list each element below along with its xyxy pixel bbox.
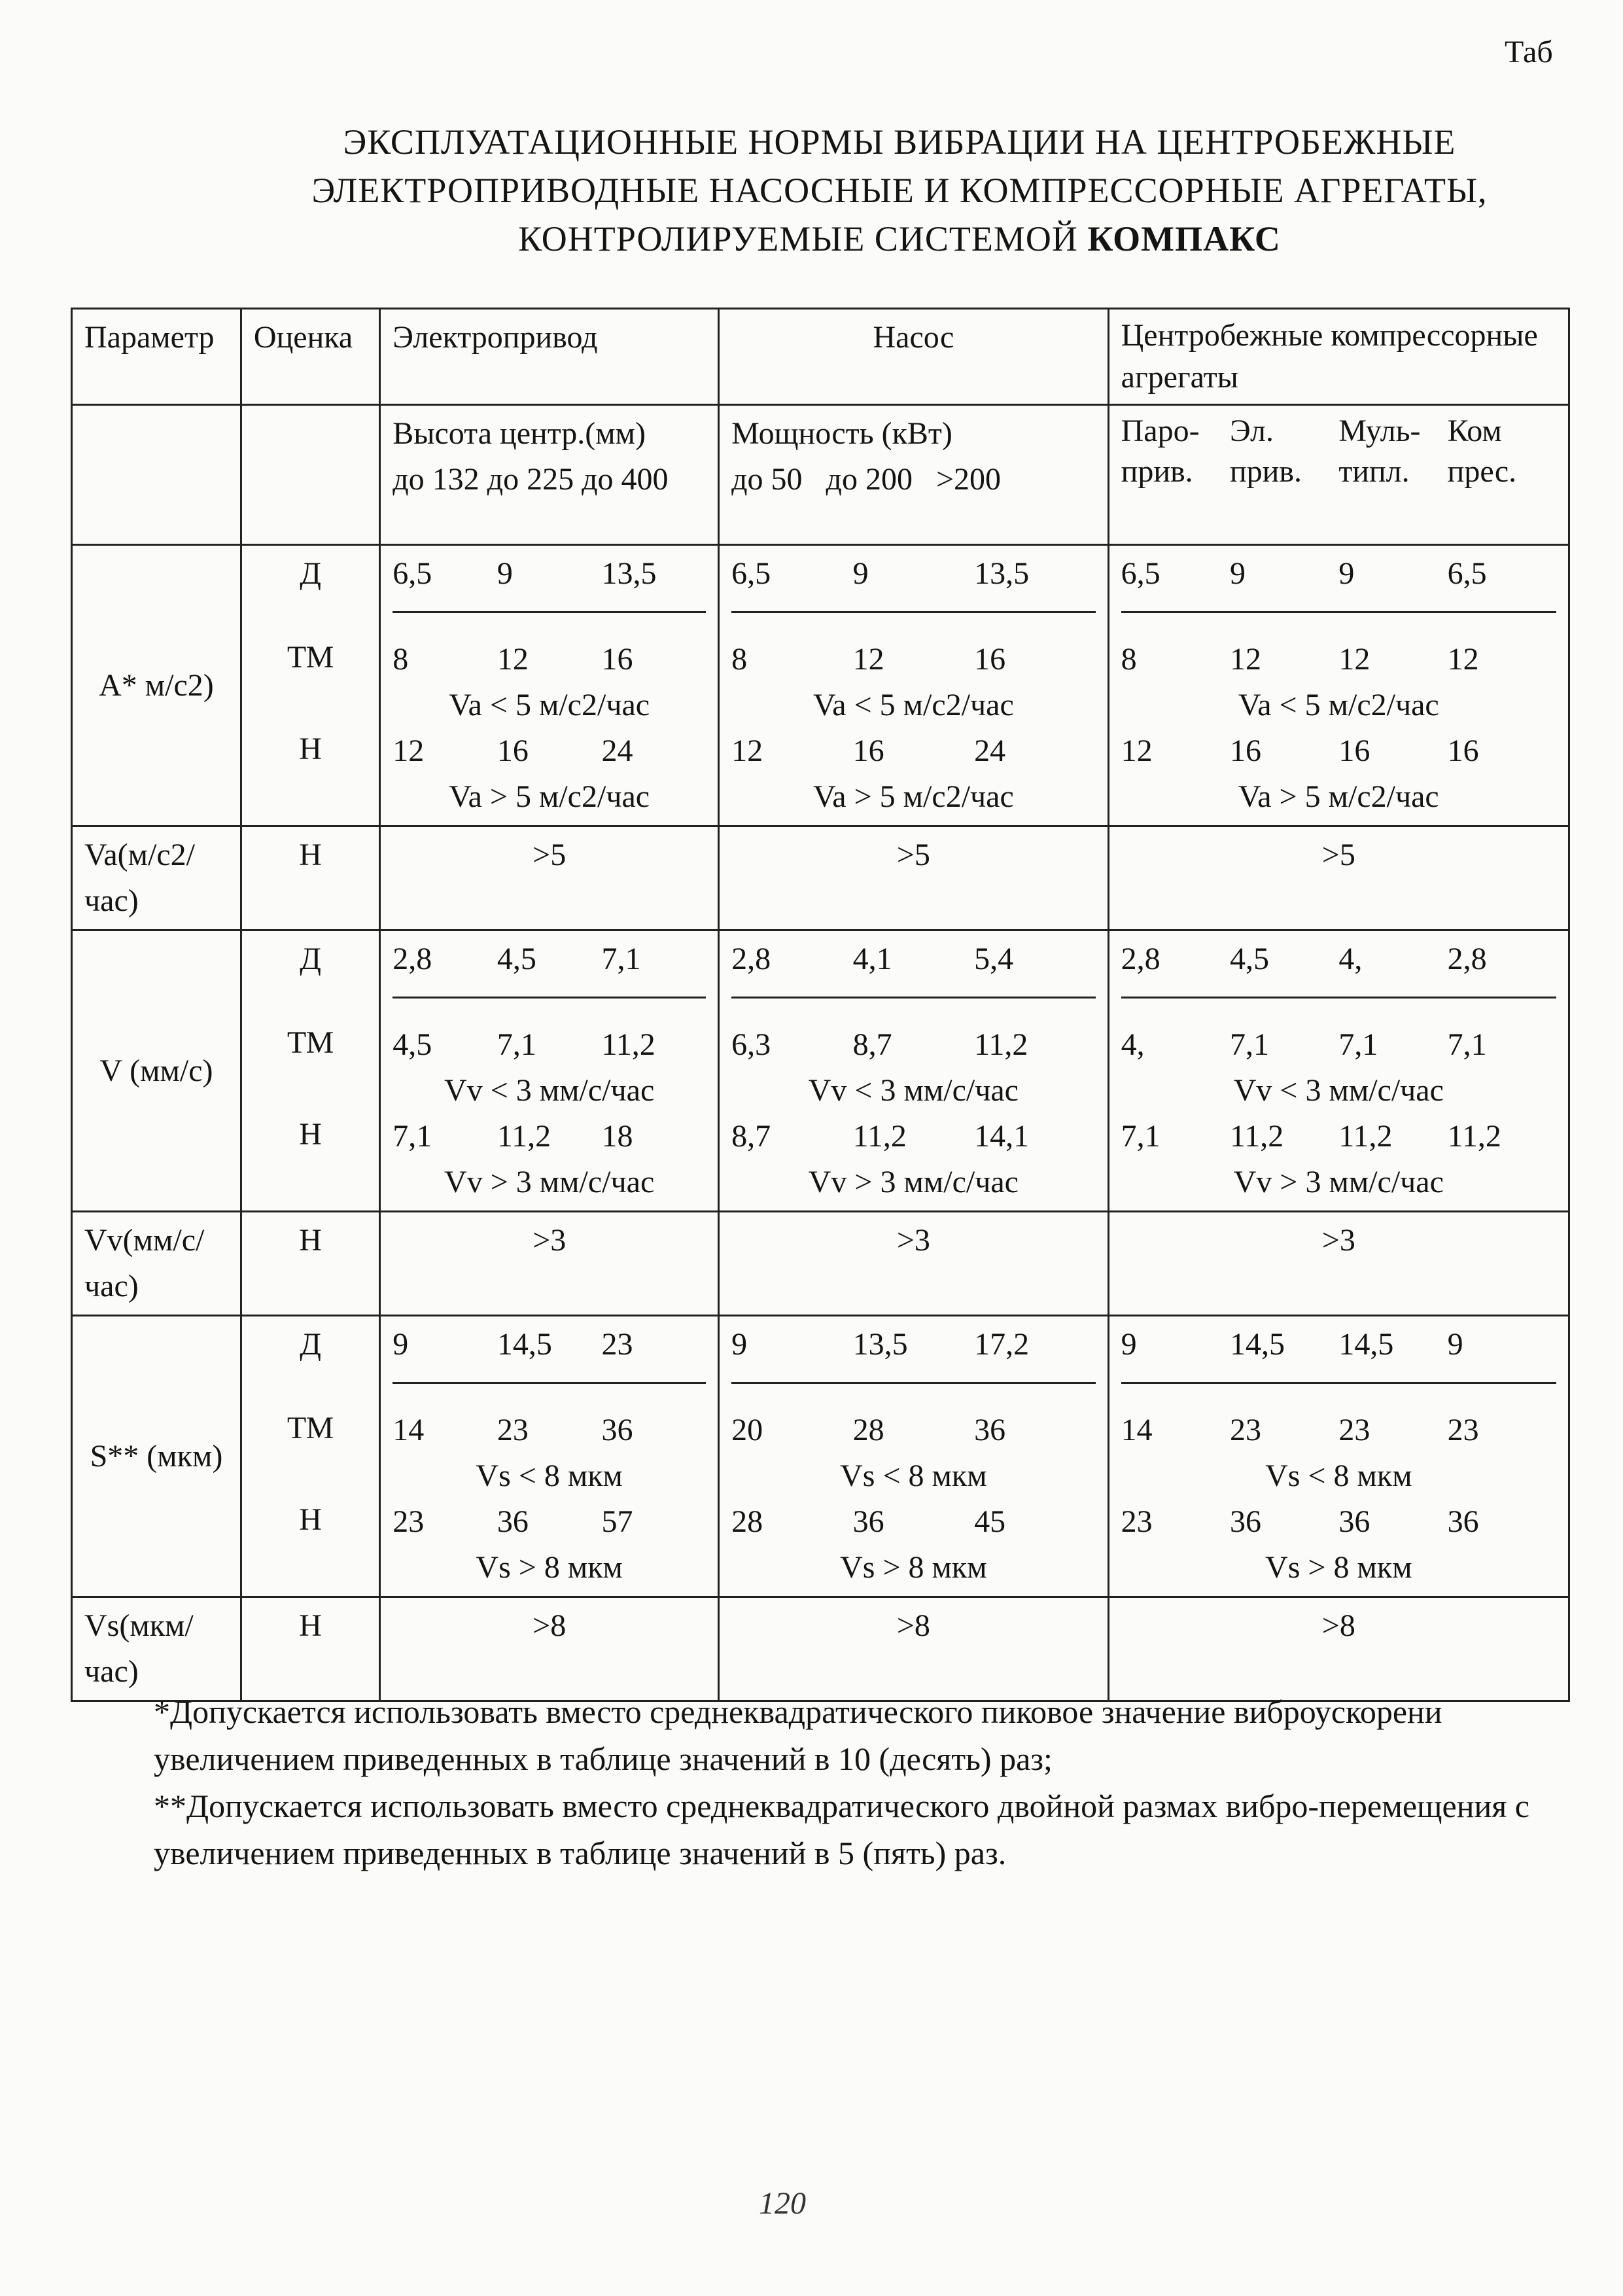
table-cell-value: 23	[393, 1504, 425, 1539]
table-cell-value: 16	[497, 733, 529, 768]
table-cell-value: 11,2	[852, 1119, 907, 1154]
pump-values	[731, 551, 1096, 597]
subheader-comp-col-4: Ком прес.	[1447, 414, 1517, 489]
rate-param: Va(м/с2/час)	[72, 826, 241, 930]
table-cell-value: 8,7	[852, 1027, 892, 1062]
rate-drive: >8	[380, 1597, 719, 1701]
table-cell-value: 6,5	[731, 556, 771, 591]
comp-values	[1121, 637, 1556, 682]
pump-values	[731, 936, 1096, 982]
table-cell-value: 16	[974, 642, 1006, 677]
table-subheader-row	[72, 405, 1569, 545]
spacer	[254, 680, 367, 726]
table-cell-value: 2,8	[1447, 942, 1487, 976]
comp-values	[1121, 728, 1556, 774]
table-cell-value: 4,5	[497, 942, 536, 976]
header-compressor: Центробежные компрессорные агрегаты	[1108, 309, 1569, 405]
subheader-comp-col-2: Эл. прив.	[1229, 414, 1302, 489]
spacer	[254, 1066, 367, 1112]
drive-rate-note: Vv > 3 мм/с/час	[444, 1165, 655, 1199]
table-cell-value: 7,1	[601, 942, 641, 976]
corner-label: Таб	[1505, 35, 1553, 69]
rate-pump: >5	[719, 826, 1109, 930]
drive-values	[393, 1407, 706, 1453]
table-cell-value: 8,7	[731, 1119, 771, 1154]
rate-eval: Н	[241, 1212, 379, 1316]
divider	[393, 997, 706, 998]
table-group-row	[72, 545, 1569, 826]
table-group-row	[72, 930, 1569, 1212]
pump-cell	[719, 930, 1109, 1212]
divider	[731, 997, 1096, 998]
drive-values	[393, 936, 706, 982]
compressor-cell	[1108, 930, 1569, 1212]
subheader-pump	[719, 405, 1109, 545]
header-eval: Оценка	[241, 309, 379, 405]
table-cell-value: 36	[1229, 1504, 1261, 1539]
table-cell-value: 23	[1447, 1413, 1479, 1447]
comp-values	[1121, 551, 1556, 597]
comp-values	[1121, 1322, 1556, 1368]
table-cell-value: 9	[1338, 556, 1355, 591]
pump-values	[731, 728, 1096, 774]
comp-values	[1121, 1114, 1556, 1159]
table-cell-value: 57	[601, 1504, 633, 1539]
table-cell-value: 36	[1338, 1504, 1370, 1539]
eval-cell	[241, 930, 379, 1212]
table-cell-value: 36	[497, 1504, 529, 1539]
drive-values	[393, 728, 706, 774]
divider	[1121, 611, 1556, 613]
drive-cell	[380, 1316, 719, 1597]
table-cell-value: 11,2	[1338, 1119, 1393, 1154]
subheader-pump-line2: до 50 до 200 >200	[731, 462, 1002, 497]
spacer	[254, 597, 367, 635]
table-cell-value: 7,1	[393, 1119, 432, 1154]
param-cell: А* м/с2)	[72, 545, 241, 826]
table-cell-value: 16	[1229, 733, 1261, 768]
comp-values	[1121, 1407, 1556, 1453]
table-cell-value: 23	[601, 1327, 633, 1362]
comp-rate-note: Vv < 3 мм/с/час	[1233, 1073, 1444, 1108]
comp-rate-note: Vv > 3 мм/с/час	[1233, 1165, 1444, 1199]
table-cell-value: 6,3	[731, 1027, 771, 1062]
rate-param: Vs(мкм/час)	[72, 1597, 241, 1701]
pump-values	[731, 1407, 1096, 1453]
table-cell-value: 9	[1121, 1327, 1137, 1362]
drive-values	[393, 1322, 706, 1368]
table-cell-value: 14,5	[1229, 1327, 1285, 1362]
table-cell-value: 5,4	[974, 942, 1014, 976]
rate-drive: >5	[380, 826, 719, 930]
table-cell-value: 28	[852, 1413, 884, 1447]
pump-rate-note: Vs < 8 мкм	[840, 1458, 987, 1493]
table-cell-value: 11,2	[974, 1027, 1028, 1062]
table-cell-value: 12	[1338, 642, 1370, 677]
table-cell-value: 12	[1447, 642, 1479, 677]
divider	[1121, 997, 1556, 998]
divider	[393, 1382, 706, 1384]
rate-pump: >3	[719, 1212, 1109, 1316]
table-cell-value: 4,	[1338, 942, 1363, 976]
table-cell-value: 7,1	[1447, 1027, 1487, 1062]
table-cell-value: 4,5	[1229, 942, 1269, 976]
page-title	[196, 118, 1603, 263]
comp-rate-note: Va > 5 м/с2/час	[1238, 779, 1439, 814]
title-line-3b: КОМПАКС	[1087, 219, 1281, 258]
table-cell-value: 7,1	[1121, 1119, 1161, 1154]
drive-values	[393, 1499, 706, 1545]
table-cell-value: 24	[601, 733, 633, 768]
drive-values	[393, 551, 706, 597]
table-cell-value: 12	[1121, 733, 1153, 768]
rate-eval: Н	[241, 826, 379, 930]
eval-label: Д	[300, 556, 321, 591]
eval-label: Д	[300, 1327, 321, 1362]
table-cell-value: 9	[393, 1327, 409, 1362]
title-line-3	[196, 215, 1603, 263]
table-cell-value: 17,2	[974, 1327, 1030, 1362]
rate-row	[72, 1212, 1569, 1316]
table-cell-value: 23	[1338, 1413, 1370, 1447]
drive-cell	[380, 545, 719, 826]
table-cell-value: 7,1	[497, 1027, 536, 1062]
drive-rate-note: Va < 5 м/с2/час	[449, 688, 650, 722]
rate-row	[72, 1597, 1569, 1701]
table-cell-value: 14,1	[974, 1119, 1030, 1154]
param-cell: S** (мкм)	[72, 1316, 241, 1597]
table-cell-value: 2,8	[1121, 942, 1161, 976]
table-body	[72, 545, 1569, 1701]
table-cell-value: 23	[1229, 1413, 1261, 1447]
rate-drive: >3	[380, 1212, 719, 1316]
comp-values	[1121, 1499, 1556, 1545]
compressor-cell	[1108, 545, 1569, 826]
table-cell-value: 36	[601, 1413, 633, 1447]
comp-rate-note: Vs < 8 мкм	[1265, 1458, 1412, 1493]
subheader-comp-col-1: Паро- прив.	[1121, 414, 1200, 489]
page-number: 120	[759, 2186, 806, 2221]
eval-cell	[241, 1316, 379, 1597]
spacer	[254, 1368, 367, 1405]
vibration-norms-table	[71, 308, 1570, 1702]
table-cell-value: 14,5	[497, 1327, 552, 1362]
compressor-cell	[1108, 1316, 1569, 1597]
comp-rate-note: Vs > 8 мкм	[1265, 1550, 1412, 1585]
table-cell-value: 12	[393, 733, 425, 768]
table-cell-value: 6,5	[393, 556, 432, 591]
rate-pump: >8	[719, 1597, 1109, 1701]
table-cell-value: 20	[731, 1413, 763, 1447]
pump-cell	[719, 1316, 1109, 1597]
drive-values	[393, 1114, 706, 1159]
drive-rate-note: Vs < 8 мкм	[476, 1458, 623, 1493]
eval-label: ТМ	[287, 640, 334, 675]
pump-rate-note: Vv < 3 мм/с/час	[808, 1073, 1019, 1108]
subheader-drive-line1: Высота центр.(мм)	[393, 416, 646, 451]
rate-comp: >3	[1108, 1212, 1569, 1316]
table-group-row	[72, 1316, 1569, 1597]
table-cell-value: 6,5	[1447, 556, 1487, 591]
spacer	[254, 1451, 367, 1497]
spacer	[254, 772, 367, 818]
table-header-row	[72, 309, 1569, 405]
table-cell-value: 9	[852, 556, 869, 591]
rate-row	[72, 826, 1569, 930]
eval-cell	[241, 545, 379, 826]
spacer	[254, 982, 367, 1020]
subheader-comp-col-3: Муль- типл.	[1338, 414, 1421, 489]
table-cell-value: 9	[497, 556, 513, 591]
table-cell-value: 45	[974, 1504, 1006, 1539]
header-drive: Электропривод	[380, 309, 719, 405]
header-param: Параметр	[72, 309, 241, 405]
drive-rate-note: Vv < 3 мм/с/час	[444, 1073, 655, 1108]
table-cell-value: 8	[1121, 642, 1137, 677]
table-cell-value: 16	[601, 642, 633, 677]
eval-label: Д	[300, 942, 321, 976]
table-cell-value: 13,5	[601, 556, 657, 591]
table-cell-value: 4,	[1121, 1027, 1145, 1062]
pump-rate-note: Va < 5 м/с2/час	[812, 688, 1014, 722]
rate-eval: Н	[241, 1597, 379, 1701]
eval-label: ТМ	[287, 1025, 334, 1060]
subheader-drive	[380, 405, 719, 545]
table-cell-value: 6,5	[1121, 556, 1161, 591]
rate-param: Vv(мм/с/час)	[72, 1212, 241, 1316]
comp-rate-note: Va < 5 м/с2/час	[1238, 688, 1439, 722]
table-cell-value: 12	[497, 642, 529, 677]
footnotes	[154, 1688, 1593, 1877]
table-cell-value: 14	[1121, 1413, 1153, 1447]
table-cell-value: 12	[852, 642, 884, 677]
table-cell-value: 36	[974, 1413, 1006, 1447]
table-cell-value: 16	[1338, 733, 1370, 768]
title-line-1: ЭКСПЛУАТАЦИОННЫЕ НОРМЫ ВИБРАЦИИ НА ЦЕНТРОБЕЖНЫЕ	[343, 122, 1456, 162]
table-cell-value: 11,2	[497, 1119, 551, 1154]
pump-values	[731, 1022, 1096, 1068]
comp-values	[1121, 1022, 1556, 1068]
divider	[731, 611, 1096, 613]
table-cell-value: 18	[601, 1119, 633, 1154]
table-cell-value: 12	[1229, 642, 1261, 677]
table-cell-value: 12	[731, 733, 763, 768]
table-cell-value: 36	[852, 1504, 884, 1539]
table-cell-value: 8	[393, 642, 409, 677]
table-cell-value: 2,8	[731, 942, 771, 976]
title-line-3a: КОНТРОЛИРУЕМЫЕ СИСТЕМОЙ	[518, 219, 1088, 258]
pump-rate-note: Va > 5 м/с2/час	[812, 779, 1014, 814]
eval-label: Н	[299, 732, 322, 766]
drive-rate-note: Va > 5 м/с2/час	[449, 779, 650, 814]
table-cell-value: 11,2	[601, 1027, 655, 1062]
table-cell-value: 13,5	[852, 1327, 908, 1362]
table-cell-value: 7,1	[1338, 1027, 1378, 1062]
table-cell-value: 4,5	[393, 1027, 432, 1062]
footnote-2: **Допускается использовать вместо среднеквадратического двойной размах вибро-перемещения с увеличением приведенных в таблице значений в 5 (пять) раз.	[154, 1788, 1529, 1871]
spacer	[254, 1157, 367, 1203]
header-pump: Насос	[719, 309, 1109, 405]
eval-label: Н	[299, 1502, 322, 1537]
drive-values	[393, 637, 706, 682]
comp-values	[1121, 936, 1556, 982]
pump-values	[731, 637, 1096, 682]
table-cell-value: 36	[1447, 1504, 1479, 1539]
subheader-drive-line2: до 132 до 225 до 400	[393, 462, 669, 497]
title-line-2: ЭЛЕКТРОПРИВОДНЫЕ НАСОСНЫЕ И КОМПРЕССОРНЫЕ АГРЕГАТЫ,	[311, 171, 1488, 210]
subheader-param-empty	[72, 405, 241, 545]
drive-values	[393, 1022, 706, 1068]
pump-values	[731, 1322, 1096, 1368]
table-cell-value: 8	[731, 642, 748, 677]
subheader-compressor	[1108, 405, 1569, 545]
divider	[393, 611, 706, 613]
pump-cell	[719, 545, 1109, 826]
table-cell-value: 28	[731, 1504, 763, 1539]
table-cell-value: 11,2	[1229, 1119, 1284, 1154]
drive-cell	[380, 930, 719, 1212]
table-cell-value: 24	[974, 733, 1006, 768]
table-cell-value: 16	[852, 733, 884, 768]
table-cell-value: 7,1	[1229, 1027, 1269, 1062]
table-cell-value: 23	[1121, 1504, 1153, 1539]
drive-rate-note: Vs > 8 мкм	[476, 1550, 623, 1585]
table-cell-value: 2,8	[393, 942, 432, 976]
table-cell-value: 14	[393, 1413, 425, 1447]
table-cell-value: 23	[497, 1413, 529, 1447]
param-cell: V (мм/с)	[72, 930, 241, 1212]
table-cell-value: 16	[1447, 733, 1479, 768]
divider	[1121, 1382, 1556, 1384]
eval-label: Н	[299, 1117, 322, 1152]
pump-values	[731, 1114, 1096, 1159]
table-cell-value: 11,2	[1447, 1119, 1501, 1154]
subheader-pump-line1: Мощность (кВт)	[731, 416, 952, 451]
table-cell-value: 13,5	[974, 556, 1030, 591]
rate-comp: >8	[1108, 1597, 1569, 1701]
eval-label: ТМ	[287, 1411, 334, 1445]
spacer	[254, 1543, 367, 1589]
pump-rate-note: Vs > 8 мкм	[840, 1550, 987, 1585]
rate-comp: >5	[1108, 826, 1569, 930]
pump-rate-note: Vv > 3 мм/с/час	[808, 1165, 1019, 1199]
divider	[731, 1382, 1096, 1384]
footnote-1: *Допускается использовать вместо среднеквадратического пиковое значение виброускорени увеличением приведенных в таблице значений в 10 (десять) раз;	[154, 1693, 1442, 1777]
table-cell-value: 9	[1229, 556, 1246, 591]
subheader-eval-empty	[241, 405, 379, 545]
table-cell-value: 9	[1447, 1327, 1463, 1362]
table-cell-value: 14,5	[1338, 1327, 1394, 1362]
table-cell-value: 4,1	[852, 942, 892, 976]
table-cell-value: 9	[731, 1327, 748, 1362]
pump-values	[731, 1499, 1096, 1545]
